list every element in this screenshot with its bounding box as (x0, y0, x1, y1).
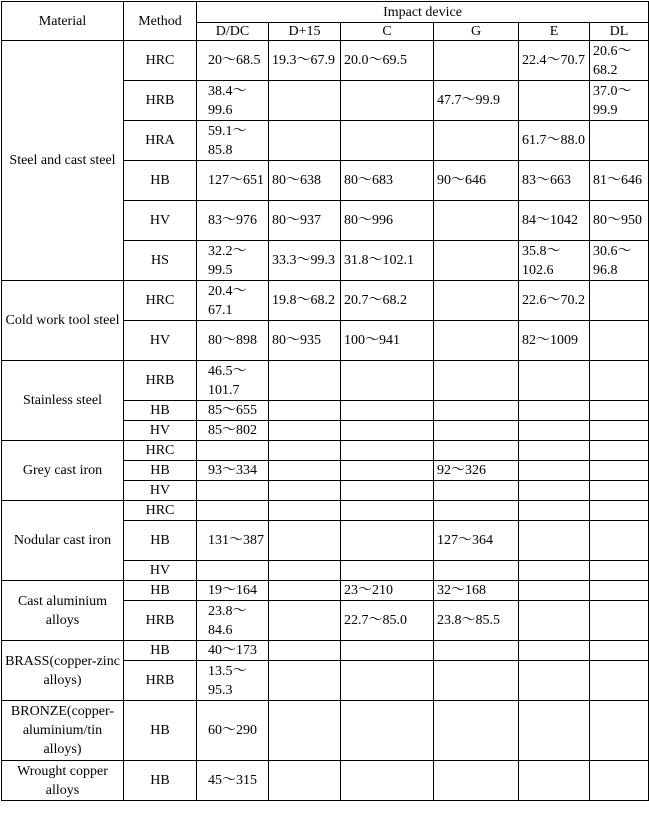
method-cell: HV (124, 321, 197, 361)
method-cell: HB (124, 761, 197, 801)
value-cell (519, 761, 590, 801)
method-cell: HV (124, 481, 197, 501)
value-cell (197, 501, 269, 521)
value-cell: 84～1042 (519, 201, 590, 241)
value-cell: 92～326 (434, 461, 519, 481)
value-cell (434, 241, 519, 281)
method-cell: HRB (124, 661, 197, 701)
value-cell: 83～663 (519, 161, 590, 201)
value-cell (269, 461, 341, 481)
method-cell: HRB (124, 81, 197, 121)
value-cell (519, 581, 590, 601)
table-row (2, 281, 649, 321)
value-cell (519, 461, 590, 481)
value-cell (590, 601, 649, 641)
value-cell (519, 481, 590, 501)
value-cell: 23.8～84.6 (197, 601, 269, 641)
value-cell (434, 41, 519, 81)
method-cell: HRC (124, 41, 197, 81)
material-cell: BRASS(copper-zinc alloys) (2, 641, 124, 701)
value-cell: 61.7～88.0 (519, 121, 590, 161)
value-cell (269, 421, 341, 441)
method-cell: HV (124, 201, 197, 241)
device-header-c: C (341, 23, 434, 41)
value-cell: 40～173 (197, 641, 269, 661)
value-cell: 127～364 (434, 521, 519, 561)
value-cell (590, 401, 649, 421)
value-cell (434, 501, 519, 521)
table-row (2, 361, 649, 401)
table-row (2, 441, 649, 461)
value-cell (434, 701, 519, 761)
method-cell: HS (124, 241, 197, 281)
value-cell (434, 401, 519, 421)
value-cell (519, 521, 590, 561)
value-cell: 127～651 (197, 161, 269, 201)
value-cell (341, 481, 434, 501)
value-cell (197, 481, 269, 501)
value-cell: 45～315 (197, 761, 269, 801)
value-cell (269, 521, 341, 561)
value-cell (434, 321, 519, 361)
value-cell (519, 441, 590, 461)
material-cell: Cast aluminium alloys (2, 581, 124, 641)
value-cell (269, 661, 341, 701)
value-cell (590, 561, 649, 581)
method-cell: HB (124, 161, 197, 201)
device-header-d-dc: D/DC (197, 23, 269, 41)
value-cell (197, 441, 269, 461)
value-cell (341, 761, 434, 801)
value-cell (590, 441, 649, 461)
value-cell (269, 441, 341, 461)
value-cell (269, 501, 341, 521)
value-cell: 32.2～99.5 (197, 241, 269, 281)
value-cell (269, 121, 341, 161)
value-cell (269, 401, 341, 421)
value-cell: 85～802 (197, 421, 269, 441)
value-cell: 22.7～85.0 (341, 601, 434, 641)
value-cell: 131～387 (197, 521, 269, 561)
value-cell: 33.3～99.3 (269, 241, 341, 281)
value-cell: 19～164 (197, 581, 269, 601)
value-cell: 20～68.5 (197, 41, 269, 81)
value-cell (519, 421, 590, 441)
method-header: Method (124, 2, 197, 41)
value-cell (434, 201, 519, 241)
value-cell: 32～168 (434, 581, 519, 601)
value-cell (341, 421, 434, 441)
value-cell (519, 601, 590, 641)
value-cell: 23.8～85.5 (434, 601, 519, 641)
value-cell (341, 501, 434, 521)
value-cell (269, 701, 341, 761)
value-cell (519, 501, 590, 521)
table-row (2, 761, 649, 801)
method-cell: HB (124, 641, 197, 661)
value-cell: 80～898 (197, 321, 269, 361)
method-cell: HB (124, 401, 197, 421)
value-cell (590, 581, 649, 601)
value-cell (519, 701, 590, 761)
value-cell: 31.8～102.1 (341, 241, 434, 281)
value-cell (269, 581, 341, 601)
table-row (2, 641, 649, 661)
method-cell: HV (124, 561, 197, 581)
table-body (2, 41, 649, 801)
value-cell (341, 701, 434, 761)
value-cell (434, 761, 519, 801)
value-cell: 38.4～99.6 (197, 81, 269, 121)
value-cell: 80～683 (341, 161, 434, 201)
value-cell: 22.6～70.2 (519, 281, 590, 321)
value-cell: 35.8～102.6 (519, 241, 590, 281)
method-cell: HRA (124, 121, 197, 161)
method-cell: HB (124, 701, 197, 761)
value-cell (434, 361, 519, 401)
value-cell (341, 561, 434, 581)
method-cell: HV (124, 421, 197, 441)
value-cell: 93～334 (197, 461, 269, 481)
material-cell: Wrought copper alloys (2, 761, 124, 801)
value-cell (269, 561, 341, 581)
value-cell (434, 121, 519, 161)
value-cell (434, 481, 519, 501)
value-cell (590, 701, 649, 761)
value-cell: 85～655 (197, 401, 269, 421)
impact-device-header: Impact device (197, 2, 649, 23)
value-cell (519, 661, 590, 701)
value-cell: 59.1～85.8 (197, 121, 269, 161)
value-cell: 80～950 (590, 201, 649, 241)
material-cell: Steel and cast steel (2, 41, 124, 281)
value-cell: 13.5～95.3 (197, 661, 269, 701)
method-cell: HB (124, 581, 197, 601)
value-cell (269, 361, 341, 401)
value-cell (590, 361, 649, 401)
value-cell: 100～941 (341, 321, 434, 361)
value-cell (434, 661, 519, 701)
value-cell: 82～1009 (519, 321, 590, 361)
table-row (2, 581, 649, 601)
value-cell (519, 361, 590, 401)
value-cell (197, 561, 269, 581)
device-header-e: E (519, 23, 590, 41)
value-cell (434, 421, 519, 441)
table-row (2, 701, 649, 761)
value-cell (590, 481, 649, 501)
header-row-1 (2, 2, 649, 23)
value-cell (590, 321, 649, 361)
value-cell (519, 81, 590, 121)
material-header: Material (2, 2, 124, 41)
material-cell: Cold work tool steel (2, 281, 124, 361)
value-cell: 37.0～99.9 (590, 81, 649, 121)
value-cell (590, 421, 649, 441)
value-cell (590, 641, 649, 661)
table-row (2, 41, 649, 81)
device-header-d15: D+15 (269, 23, 341, 41)
value-cell (341, 661, 434, 701)
value-cell (590, 761, 649, 801)
material-cell: Grey cast iron (2, 441, 124, 501)
device-header-g: G (434, 23, 519, 41)
value-cell (434, 641, 519, 661)
value-cell: 23～210 (341, 581, 434, 601)
value-cell (519, 641, 590, 661)
table-row (2, 501, 649, 521)
value-cell (269, 81, 341, 121)
value-cell (269, 601, 341, 641)
value-cell: 20.7～68.2 (341, 281, 434, 321)
hardness-range-table (1, 1, 649, 801)
value-cell: 83～976 (197, 201, 269, 241)
value-cell (590, 501, 649, 521)
value-cell: 60～290 (197, 701, 269, 761)
value-cell (341, 361, 434, 401)
value-cell (269, 641, 341, 661)
material-cell: Nodular cast iron (2, 501, 124, 581)
method-cell: HB (124, 521, 197, 561)
value-cell (434, 561, 519, 581)
device-header-dl: DL (590, 23, 649, 41)
value-cell: 19.3～67.9 (269, 41, 341, 81)
value-cell (341, 401, 434, 421)
material-cell: Stainless steel (2, 361, 124, 441)
value-cell: 20.0～69.5 (341, 41, 434, 81)
value-cell (590, 461, 649, 481)
value-cell: 46.5～101.7 (197, 361, 269, 401)
value-cell (341, 441, 434, 461)
method-cell: HRC (124, 501, 197, 521)
value-cell (590, 281, 649, 321)
value-cell: 80～996 (341, 201, 434, 241)
value-cell (341, 641, 434, 661)
value-cell (341, 121, 434, 161)
value-cell (519, 401, 590, 421)
method-cell: HRB (124, 601, 197, 641)
method-cell: HRB (124, 361, 197, 401)
value-cell (434, 281, 519, 321)
value-cell: 47.7～99.9 (434, 81, 519, 121)
value-cell (341, 461, 434, 481)
value-cell (269, 761, 341, 801)
value-cell (590, 661, 649, 701)
method-cell: HRC (124, 281, 197, 321)
value-cell: 80～937 (269, 201, 341, 241)
value-cell: 30.6～96.8 (590, 241, 649, 281)
method-cell: HB (124, 461, 197, 481)
material-cell: BRONZE(copper-aluminium/tin alloys) (2, 701, 124, 761)
value-cell (341, 81, 434, 121)
value-cell: 90～646 (434, 161, 519, 201)
value-cell (341, 521, 434, 561)
value-cell: 20.4～67.1 (197, 281, 269, 321)
value-cell: 81～646 (590, 161, 649, 201)
value-cell: 20.6～68.2 (590, 41, 649, 81)
method-cell: HRC (124, 441, 197, 461)
value-cell (519, 561, 590, 581)
value-cell (269, 481, 341, 501)
value-cell: 19.8～68.2 (269, 281, 341, 321)
value-cell (590, 521, 649, 561)
value-cell (434, 441, 519, 461)
value-cell (590, 121, 649, 161)
value-cell: 80～935 (269, 321, 341, 361)
value-cell: 22.4～70.7 (519, 41, 590, 81)
value-cell: 80～638 (269, 161, 341, 201)
